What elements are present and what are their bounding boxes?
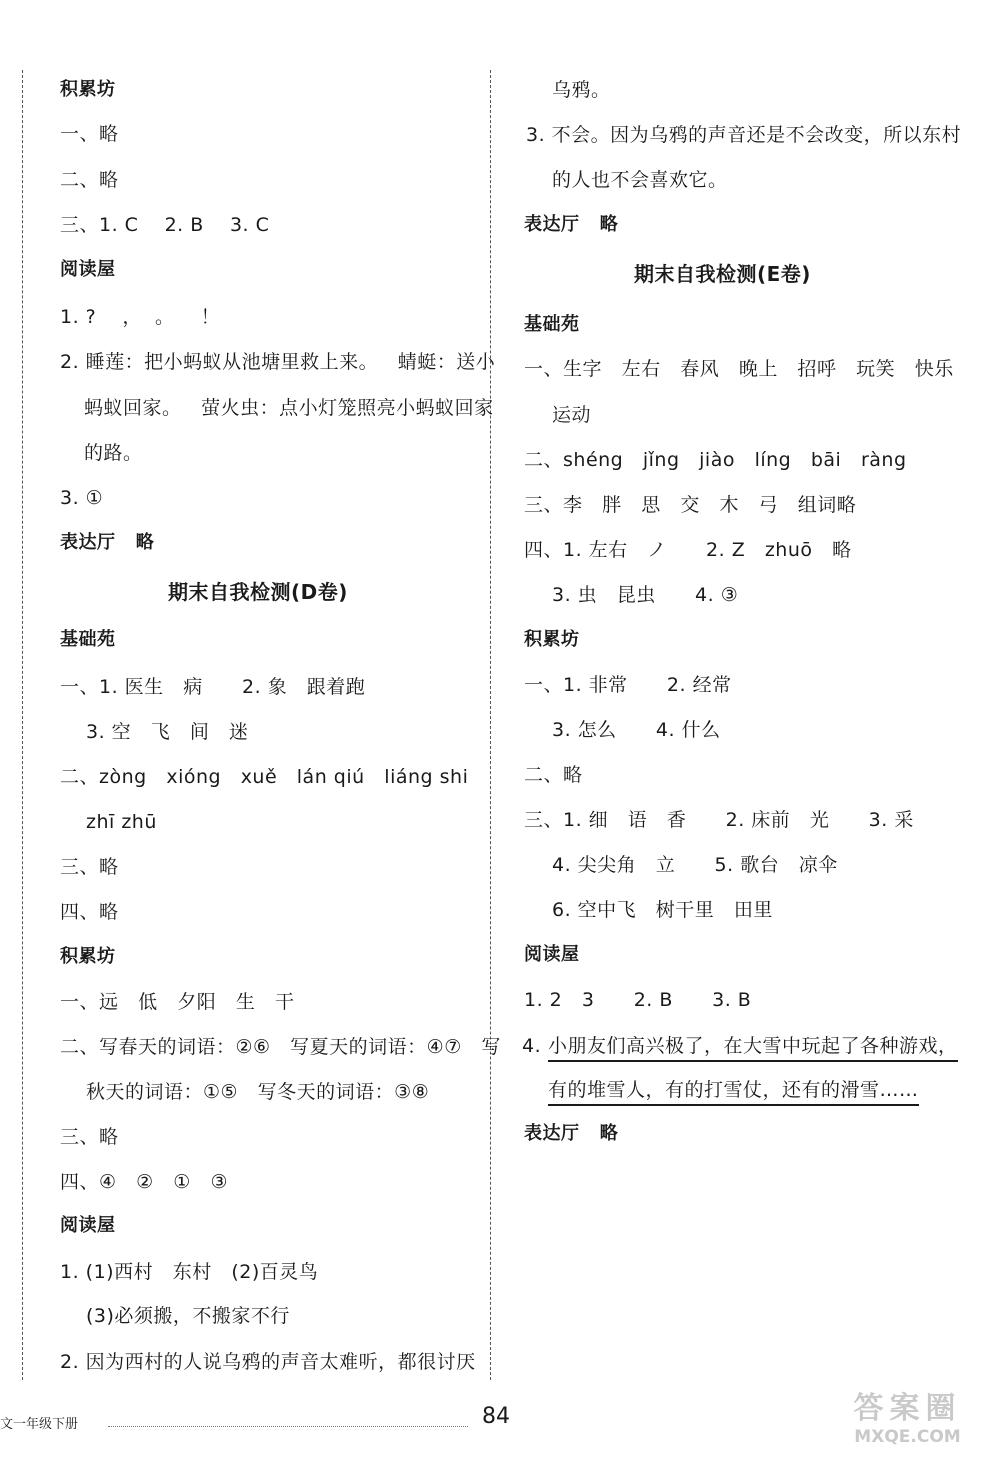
watermark-url: MXQE.COM	[854, 1427, 961, 1447]
answer-line: 一、生字 左右 春风 晚上 招呼 玩笑 快乐	[524, 358, 954, 380]
center-divider-dashed-line	[490, 70, 491, 1380]
underlined-answer-line: 有的堆雪人，有的打雪仗，还有的滑雪……	[548, 1078, 919, 1106]
section-heading: 基础苑	[60, 629, 116, 650]
answer-line: 二、略	[60, 169, 119, 191]
answer-line: (3)必须搬，不搬家不行	[86, 1305, 290, 1327]
footer-dotted-line	[108, 1426, 468, 1427]
answer-line: 2. 睡莲：把小蚂蚁从池塘里救上来。 蜻蜓：送小	[60, 351, 496, 373]
answer-line: 蚂蚁回家。 萤火虫：点小灯笼照亮小蚂蚁回家	[84, 397, 494, 419]
answer-line: 一、远 低 夕阳 生 干	[60, 991, 295, 1013]
section-heading: 表达厅 略	[524, 1123, 619, 1144]
answer-line: 3. 不会。因为乌鸦的声音还是不会改变，所以东村	[526, 124, 962, 146]
question-number: 4.	[522, 1035, 542, 1057]
answer-line: 三、1. C 2. B 3. C	[60, 214, 270, 236]
section-heading: 积累坊	[60, 79, 116, 100]
underlined-answer-line: 小朋友们高兴极了，在大雪中玩起了各种游戏，	[548, 1034, 958, 1062]
section-heading: 表达厅 略	[524, 214, 619, 235]
answer-line: 的路。	[84, 442, 143, 464]
section-heading: 基础苑	[524, 314, 580, 335]
answer-line: 三、略	[60, 1126, 119, 1148]
watermark-logo	[820, 1392, 995, 1457]
answer-line: 的人也不会喜欢它。	[552, 169, 728, 191]
answer-line: 乌鸦。	[552, 79, 611, 101]
answer-line: 二、zòng xióng xuě lán qiú liáng shi	[60, 766, 469, 788]
answer-line: 3. ①	[60, 487, 104, 509]
answer-line: 3. 空 飞 间 迷	[86, 721, 249, 743]
answer-line: 三、李 胖 思 交 木 弓 组词略	[524, 494, 857, 516]
answer-line: 四、略	[60, 901, 119, 923]
test-title: 期末自我检测(E卷)	[634, 262, 811, 286]
answer-line: 一、1. 非常 2. 经常	[524, 674, 732, 696]
answer-line: 3. 虫 昆虫 4. ③	[552, 584, 739, 606]
section-heading: 积累坊	[60, 946, 116, 967]
section-heading: 积累坊	[524, 629, 580, 650]
page-number: 84	[482, 1404, 510, 1429]
answer-line: 四、④ ② ① ③	[60, 1171, 228, 1193]
section-heading: 表达厅 略	[60, 532, 155, 553]
left-margin-dashed-line	[22, 70, 23, 1380]
answer-line: 二、写春天的词语：②⑥ 写夏天的词语：④⑦ 写	[60, 1036, 501, 1058]
book-label: 文一年级下册	[0, 1417, 79, 1432]
answer-line: 6. 空中飞 树干里 田里	[552, 899, 773, 921]
answer-line: 运动	[552, 404, 592, 426]
answer-line: 一、1. 医生 病 2. 象 跟着跑	[60, 676, 366, 698]
answer-line: 四、1. 左右 ノ 2. Z zhuō 略	[524, 539, 852, 561]
test-title: 期末自我检测(D卷)	[168, 580, 348, 604]
answer-line: 三、1. 细 语 香 2. 床前 光 3. 采	[524, 809, 914, 831]
answer-line: 二、略	[524, 764, 583, 786]
answer-line: 三、略	[60, 856, 119, 878]
answer-line: 2. 因为西村的人说乌鸦的声音太难听，都很讨厌	[60, 1351, 476, 1373]
section-heading: 阅读屋	[60, 259, 116, 280]
answer-line: 1. (1)西村 东村 (2)百灵鸟	[60, 1261, 319, 1283]
answer-line: 1. 2 3 2. B 3. B	[524, 989, 752, 1011]
answer-line: 4. 尖尖角 立 5. 歌台 凉伞	[552, 854, 838, 876]
answer-line: 一、略	[60, 123, 119, 145]
answer-line: 秋天的词语：①⑤ 写冬天的词语：③⑧	[86, 1081, 430, 1103]
answer-line: 二、shéng jǐng jiào líng bāi ràng	[524, 449, 907, 471]
answer-line: 3. 怎么 4. 什么	[552, 719, 721, 741]
answer-line: 1. ? ， 。 ！	[60, 306, 221, 328]
answer-line: zhī zhū	[86, 811, 157, 833]
section-heading: 阅读屋	[524, 944, 580, 965]
section-heading: 阅读屋	[60, 1215, 116, 1236]
watermark-text: 答案圈	[853, 1391, 962, 1426]
